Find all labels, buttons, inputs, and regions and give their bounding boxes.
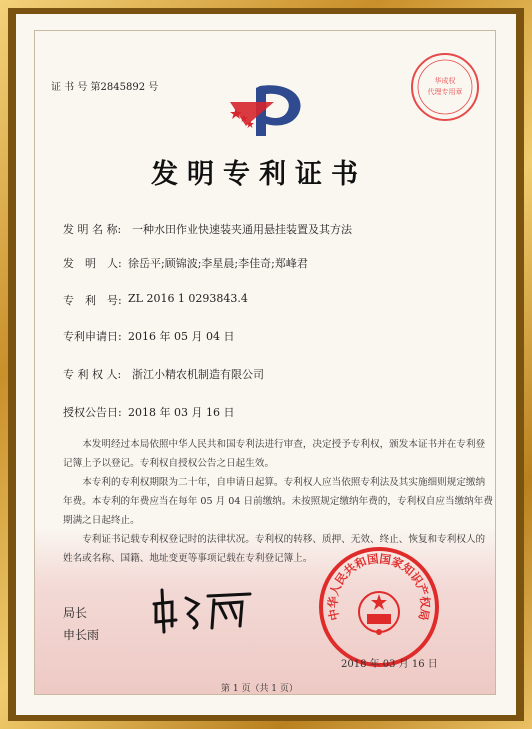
filing-date-value: 2016 年 05 月 04 日 bbox=[128, 330, 235, 343]
body-paragraph-2: 本专利的专利权期限为二十年，自申请日起算。专利权人应当依照专利法及其实施细则规定缴纳年费。本专利的年费应当在每年 05 月 04 日前缴纳。未按照规定缴纳年费的，专利权自应当缴纳年费期满之日起终止。 bbox=[63, 477, 493, 526]
patentee-label: 专 利 权 人: bbox=[63, 368, 122, 381]
signatory-name: 申长雨 bbox=[63, 628, 100, 642]
inventor-label: 发 明 人: bbox=[63, 257, 122, 270]
certificate-number: 证 书 号 第2845892 号 bbox=[51, 82, 159, 93]
filing-date-label: 专利申请日: bbox=[63, 330, 122, 343]
certificate-paper bbox=[16, 14, 516, 715]
inventor-value: 徐岳平;顾锦波;李星晨;李佳奇;郑峰君 bbox=[128, 257, 308, 270]
invention-name-label: 发 明 名 称: bbox=[63, 223, 122, 236]
svg-text:代理专用章: 代理专用章 bbox=[427, 88, 463, 96]
invention-name-value: 一种水田作业快速装夹通用悬挂装置及其方法 bbox=[132, 223, 352, 236]
seal-date: 2018 年 03 月 16 日 bbox=[341, 659, 438, 670]
agency-stamp bbox=[408, 50, 482, 124]
grant-date-label: 授权公告日: bbox=[63, 406, 122, 419]
patent-office-logo bbox=[226, 80, 308, 140]
svg-text:华成权: 华成权 bbox=[434, 77, 456, 85]
signatory-title: 局长 bbox=[63, 606, 88, 620]
certificate-title: 发明专利证书 bbox=[151, 159, 367, 190]
seal-text: 中华人民共和国国家知识产权局 bbox=[325, 551, 433, 622]
page-footer: 第 1 页（共 1 页） bbox=[221, 684, 298, 694]
official-seal bbox=[316, 544, 442, 670]
patent-number-label: 专 利 号: bbox=[63, 294, 122, 307]
body-paragraph-3: 专利证书记载专利权登记时的法律状况。专利权的转移、质押、无效、终止、恢复和专利权人的姓名或名称、国籍、地址变更等事项记载在专利登记簿上。 bbox=[63, 534, 486, 564]
handwritten-signature bbox=[146, 582, 256, 634]
body-paragraph-1: 本发明经过本局依照中华人民共和国专利法进行审查，决定授予专利权，颁发本证书并在专利登记簿上予以登记。专利权自授权公告之日起生效。 bbox=[63, 439, 486, 469]
grant-date-value: 2018 年 03 月 16 日 bbox=[128, 406, 235, 419]
patent-number-value: ZL 2016 1 0293843.4 bbox=[128, 292, 248, 305]
patentee-value: 浙江小精农机制造有限公司 bbox=[132, 368, 264, 381]
